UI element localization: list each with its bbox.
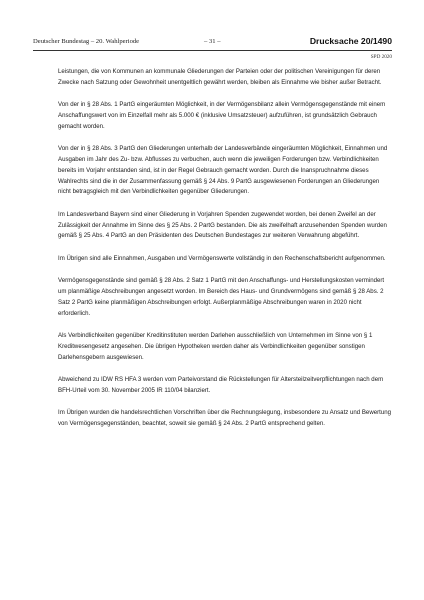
paragraph: Im Übrigen wurden die handelsrechtlichen Vorschriften über die Rechnungslegung, insbesondere zu Ansatz und Bewertung von Vermögensgegenständen, beachtet, soweit sie gemäß § 24 Abs. 2 PartG entsprechend gelten. <box>58 409 391 427</box>
paragraph: Vermögensgegenstände sind gemäß § 28 Abs. 2 Satz 1 PartG mit den Anschaffungs- und Herstellungskosten vermindert um planmäßige Abschreibungen angesetzt worden. Im Bereich des Haus- und Grundvermögens sind gemäß § 28 Abs. 2 Satz 2 PartG keine planmäßigen Abschreibungen erfolgt. Außerplanmäßige Abschreibungen waren in 2020 nicht erforderlich. <box>58 277 385 317</box>
paragraph: Abweichend zu IDW RS HFA 3 werden vom Parteivorstand die Rückstellungen für Altersteilzeitverpflichtungen nach dem BFH-Urteil vom 30. November 2005 IR 110/04 bilanziert. <box>58 375 384 394</box>
paragraph: Von der in § 28 Abs. 3 PartG den Gliederungen unterhalb der Landesverbände eingeräumten Möglichkeit, Einnahmen und Ausgaben im Jahr des Zu- bzw. Abflusses zu verbuchen, auch wenn die jeweiligen Forderungen bzw. Verbindlichkeiten bereits im Vorjahr entstanden sind, ist in der Regel Gebrauch gemacht worden. Durch die Inanspruchnahme dieses Wahlrechts sind die in der Zusammenfassung gemäß § 24 Abs. 9 PartG ausgewiesenen Forderungen an Gliederungen nicht betragsgleich mit den Verbindlichkeiten gegenüber Gliederungen. <box>58 145 388 196</box>
header-publication: Deutscher Bundestag – 20. Wahlperiode <box>33 38 140 45</box>
header-page-number: – 31 – <box>204 38 221 45</box>
paragraph: Im Landesverband Bayern sind einer Gliederung in Vorjahren Spenden zugewendet worden, bei denen Zweifel an der Zulässigkeit der Annahme im Sinne des § 25 Abs. 2 PartG bestanden. Die als zweifelhaft anzusehenden Spenden wurden gemäß § 25 Abs. 4 PartG an den Präsidenten des Deutschen Bundestages zur weiteren Verwahrung abgeführt. <box>58 210 387 240</box>
document-body <box>58 67 392 441</box>
party-report-label: SPD 2020 <box>370 54 392 60</box>
page-header <box>33 38 392 50</box>
header-document-number: Drucksache 20/1490 <box>309 36 392 46</box>
header-divider <box>33 50 392 51</box>
paragraph: Im Übrigen sind alle Einnahmen, Ausgaben und Vermögenswerte vollständig in den Rechenschaftsbericht aufgenommen. <box>58 254 386 262</box>
paragraph: Von der in § 28 Abs. 1 PartG eingeräumten Möglichkeit, in der Vermögensbilanz allein Vermögensgegenstände mit einem Anschaffungswert von im Einzelfall mehr als 5.000 € (inklusive Umsatzsteuer) aufzuführen, ist grundsätzlich Gebrauch gemacht worden. <box>58 101 386 130</box>
paragraph: Als Verbindlichkeiten gegenüber Kreditinstituten werden Darlehen ausschließlich von Unternehmen im Sinne von § 1 Kreditwesengesetz angesehen. Die übrigen Hypotheken werden daher als Verbindlichkeiten gegenüber sonstigen Darlehensgebern ausgewiesen. <box>58 331 373 361</box>
paragraph: Leistungen, die von Kommunen an kommunale Gliederungen der Parteien oder der politischen Vereinigungen für deren Zwecke nach Satzung oder Gewohnheit unentgeltlich gewährt werden, bleiben als Einnahme wie bisher außer Betracht. <box>58 68 382 86</box>
